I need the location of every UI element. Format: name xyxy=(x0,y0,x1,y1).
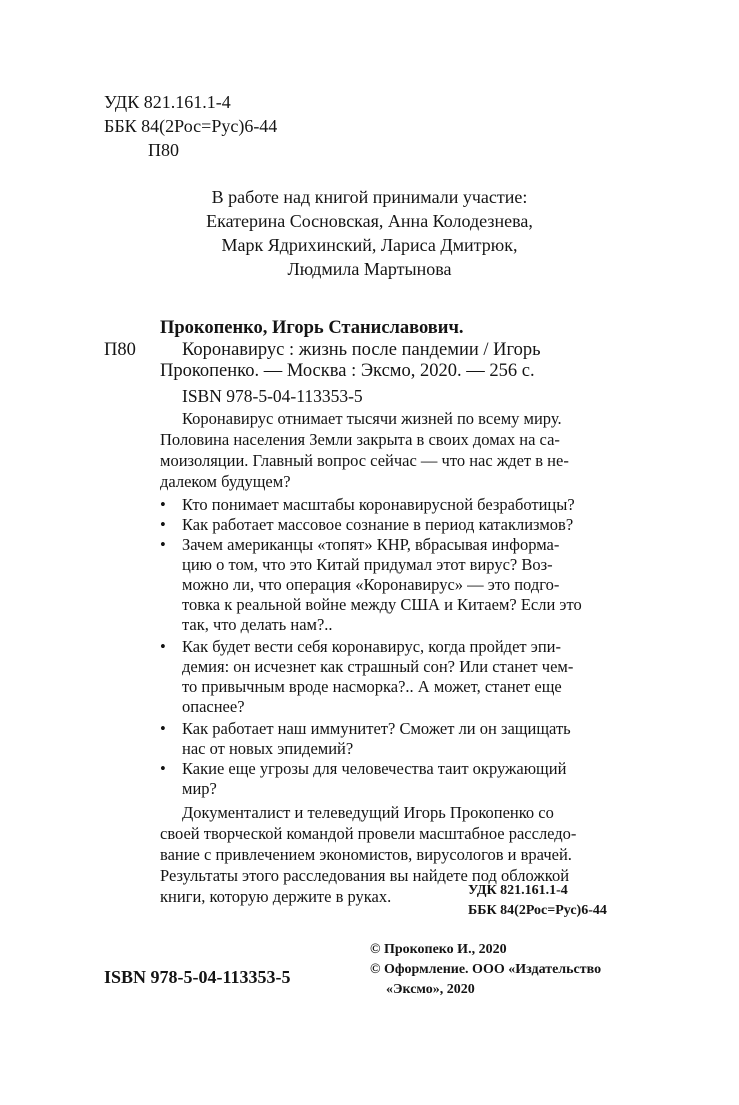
bullet-6-line-2: мир? xyxy=(182,779,217,798)
entry-code: П80 xyxy=(104,340,136,360)
outro-line-1: Документалист и телеведущий Игорь Прокопенко со xyxy=(182,803,554,822)
intro-line-2: Половина населения Земли закрыта в своих домах на са- xyxy=(160,430,560,449)
outro-line-5: книги, которую держите в руках. xyxy=(160,887,392,906)
bbk-code: ББК 84(2Рос=Рус)6-44 xyxy=(104,116,278,136)
intro-line-4: далеком будущем? xyxy=(160,472,291,491)
bottom-isbn: ISBN 978-5-04-113353-5 xyxy=(104,967,291,987)
intro-line-3: моизоляции. Главный вопрос сейчас — что нас ждет в не- xyxy=(160,451,569,470)
bullet-4-line-3: то привычным вроде насморка?.. А может, станет еще xyxy=(182,677,562,696)
bullet-1-line-1: Кто понимает масштабы коронавирусной безработицы? xyxy=(182,495,575,514)
copyright-publisher: «Эксмо», 2020 xyxy=(386,982,475,997)
outro-line-3: вание с привлечением экономистов, вирусологов и врачей. xyxy=(160,845,572,864)
credits-line-4: Людмила Мартынова xyxy=(287,259,452,279)
bullet-3-line-4: товка к реальной войне между США и Китаем? Если это xyxy=(182,595,582,614)
bullet-5-line-2: нас от новых эпидемий? xyxy=(182,739,354,758)
bullet-marker: • xyxy=(160,495,166,514)
bottom-bbk: ББК 84(2Рос=Рус)6-44 xyxy=(468,903,607,918)
bullet-3-line-1: Зачем американцы «топят» КНР, вбрасывая информа- xyxy=(182,535,560,554)
intro-line-1: Коронавирус отнимает тысячи жизней по всему миру. xyxy=(182,409,562,428)
outro-line-4: Результаты этого расследования вы найдете под обложкой xyxy=(160,866,570,885)
copyright-author: © Прокопеко И., 2020 xyxy=(370,942,507,957)
credits-line-3: Марк Ядрихинский, Лариса Дмитрюк, xyxy=(221,235,518,255)
bullet-3-line-2: цию о том, что это Китай придумал этот вирус? Воз- xyxy=(182,555,553,574)
author-sign: П80 xyxy=(148,140,179,160)
bullet-5-line-1: Как работает наш иммунитет? Сможет ли он защищать xyxy=(182,719,571,738)
bullet-2-line-1: Как работает массовое сознание в период катаклизмов? xyxy=(182,515,574,534)
bottom-udk: УДК 821.161.1-4 xyxy=(468,883,568,898)
bullet-4-line-1: Как будет вести себя коронавирус, когда пройдет эпи- xyxy=(182,637,561,656)
bullet-marker: • xyxy=(160,515,166,534)
entry-author: Прокопенко, Игорь Станиславович. xyxy=(160,318,464,338)
copyright-design: © Оформление. ООО «Издательство xyxy=(370,962,602,977)
bullet-marker: • xyxy=(160,719,166,738)
entry-title-line-1: Коронавирус : жизнь после пандемии / Игорь xyxy=(182,340,541,360)
entry-isbn: ISBN 978-5-04-113353-5 xyxy=(182,386,363,406)
credits-line-1: В работе над книгой принимали участие: xyxy=(211,187,528,207)
bullet-marker: • xyxy=(160,759,166,778)
bullet-4-line-2: демия: он исчезнет как страшный сон? Или станет чем- xyxy=(182,657,574,676)
bullet-3-line-3: можно ли, что операция «Коронавирус» — это подго- xyxy=(182,575,560,594)
credits-line-2: Екатерина Сосновская, Анна Колодезнева, xyxy=(206,211,533,231)
bullet-marker: • xyxy=(160,637,166,656)
outro-line-2: своей творческой командой провели масштабное расследо- xyxy=(160,824,577,843)
bullet-marker: • xyxy=(160,535,166,554)
bullet-3-line-5: так, что делать нам?.. xyxy=(182,615,333,634)
bullet-6-line-1: Какие еще угрозы для человечества таит окружающий xyxy=(182,759,567,778)
bullet-4-line-4: опаснее? xyxy=(182,697,245,716)
entry-title-line-2: Прокопенко. — Москва : Эксмо, 2020. — 256 с. xyxy=(160,361,535,381)
udk-code: УДК 821.161.1-4 xyxy=(104,92,231,112)
